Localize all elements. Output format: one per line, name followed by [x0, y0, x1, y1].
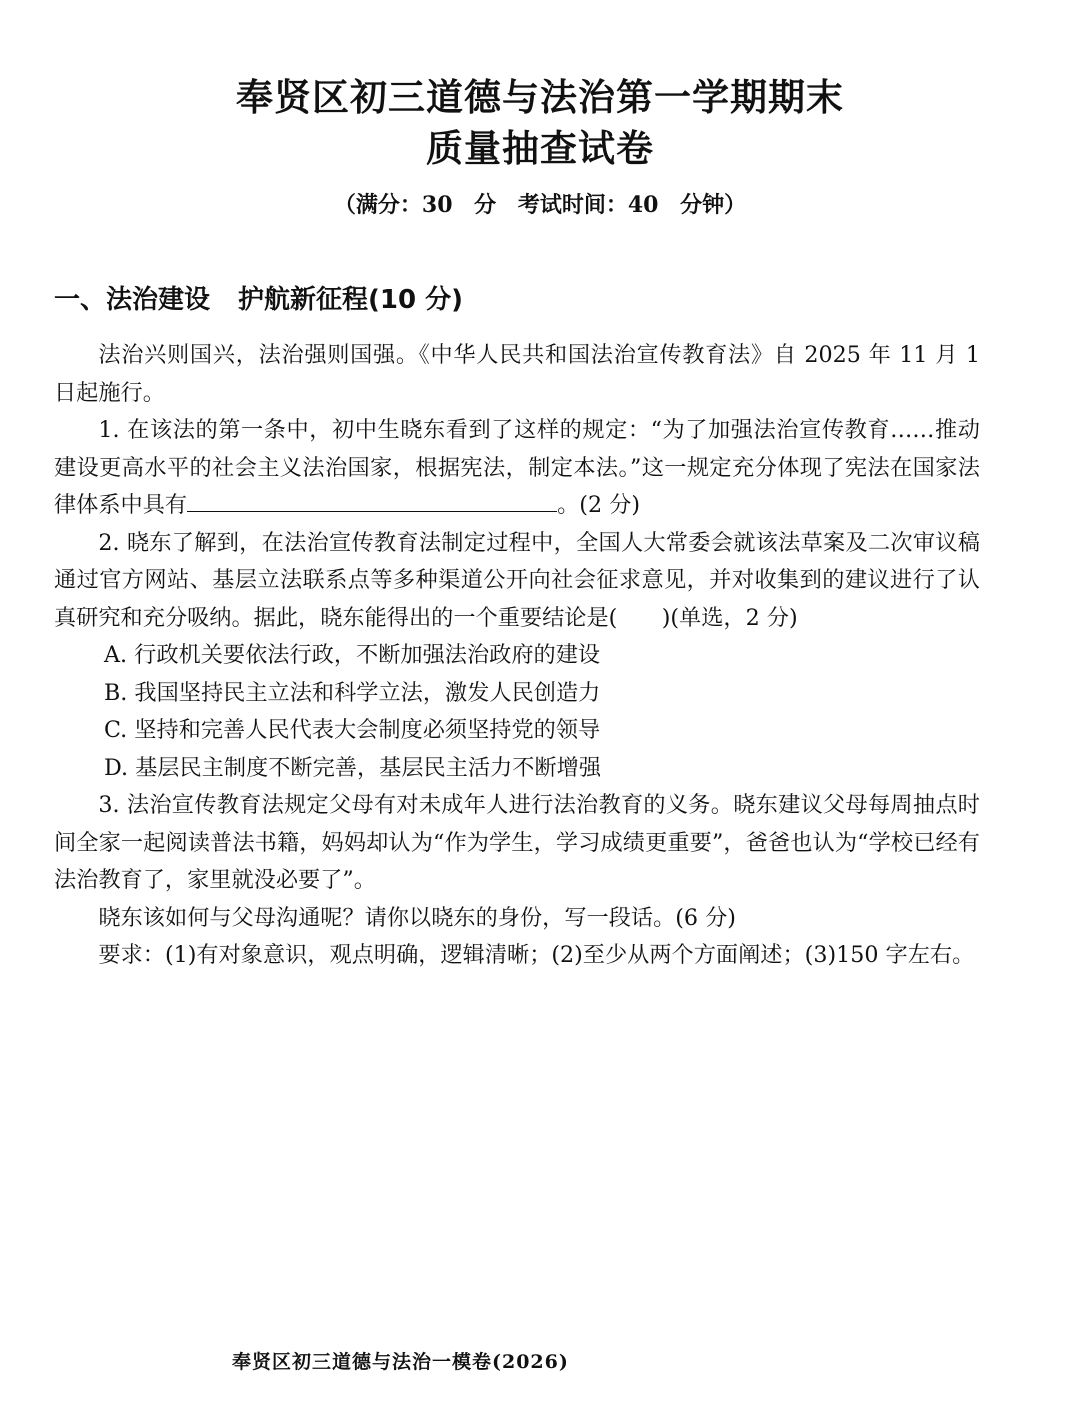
- intro-paragraph: 法治兴则国兴，法治强则国强。《中华人民共和国法治宣传教育法》自 2025 年 11 月 1 日起施行。: [54, 342, 980, 406]
- question-3-requirements: 要求：(1)有对象意识，观点明确，逻辑清晰；(2)至少从两个方面阐述；(3)150 字左右。: [98, 942, 975, 968]
- section-number: 一、法治建设: [54, 285, 211, 315]
- question-3-prompt: 晓东该如何与父母沟通呢？请你以晓东的身份，写一段话。(6 分): [98, 904, 736, 931]
- option-b: B. 我国坚持民主立法和科学立法，激发人民创造力: [104, 679, 601, 706]
- section-name: 护航新征程(10 分): [238, 285, 464, 315]
- question-2: 2. 晓东了解到，在法治宣传教育法制定过程中，全国人大常委会就该法草案及二次审议稿通过官方网站、基层立法联系点等多种渠道公开向社会征求意见，并对收集到的建议进行了认真研究和充分吸纳。据此，晓东能得出的一个重要结论是( )(单选，2 分): [54, 529, 980, 631]
- question-1-score: 。(2 分): [557, 492, 640, 518]
- question-1: [54, 412, 980, 525]
- option-c: C. 坚持和完善人民代表大会制度必须坚持党的领导: [104, 717, 601, 743]
- page-footer: 奉贤区初三道德与法治一模卷(2026): [232, 1351, 569, 1373]
- exam-title-line2: 质量抽查试卷: [426, 127, 654, 170]
- question-1-text: 1. 在该法的第一条中，初中生晓东看到了这样的规定：“为了加强法治宣传教育……推动建设更高水平的社会主义法治国家，根据宪法，制定本法。”这一规定充分体现了宪法在国家法律体系中具有: [54, 417, 980, 518]
- section-heading: [54, 282, 463, 318]
- option-d: D. 基层民主制度不断完善，基层民主活力不断增强: [104, 754, 602, 781]
- exam-title-line1: 奉贤区初三道德与法治第一学期期末: [236, 76, 844, 119]
- question-3: 3. 法治宣传教育法规定父母有对未成年人进行法治教育的义务。晓东建议父母每周抽点时间全家一起阅读普法书籍，妈妈却认为“作为学生，学习成绩更重要”，爸爸也认为“学校已经有法治教育了，家里就没必要了”。: [54, 792, 980, 893]
- option-a: A. 行政机关要依法行政，不断加强法治政府的建设: [104, 642, 601, 668]
- question-body: [54, 337, 980, 975]
- answer-blank: [187, 491, 557, 512]
- exam-score-time-note: （满分：30 分 考试时间：40 分钟）: [333, 192, 747, 218]
